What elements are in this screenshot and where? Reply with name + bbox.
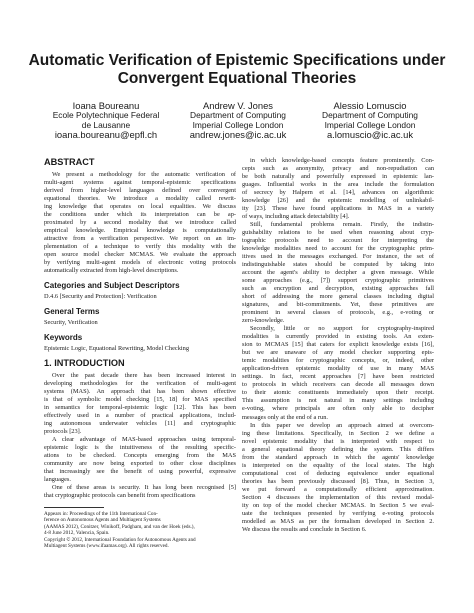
categories-heading: Categories and Subject Descriptors bbox=[44, 281, 180, 291]
text-line: ity on top of the model checker MCMAS. In Section 5 we eval- bbox=[242, 501, 434, 509]
text-line: knowledge [26] and the epistemic modelling of unlinkabil- bbox=[242, 197, 434, 205]
text-line: signatures, and bit-commitments. Yet, these primitives are bbox=[242, 301, 434, 309]
text-line: to protocols in which receivers can decode all messages down bbox=[242, 381, 434, 389]
text-line: that cryptographic protocols can benefit from specifications bbox=[44, 492, 196, 500]
general-terms-text: Security, Verification bbox=[44, 319, 98, 327]
text-line: tographic protocols need to account for interpreting the bbox=[242, 237, 434, 245]
footnote bbox=[44, 511, 236, 551]
right-column bbox=[242, 157, 434, 534]
author-affiliation: Department of Computing bbox=[322, 110, 418, 120]
paper-title bbox=[0, 52, 474, 88]
text-line: messages only at the end of a run. bbox=[242, 413, 328, 421]
author-name: Alessio Lomuscio bbox=[333, 100, 407, 111]
text-line: proximated by a second modality that we introduce called bbox=[44, 219, 236, 227]
text-line: sion to MCMAS [15] that caters for explicit knowledge exists [16], bbox=[242, 341, 434, 349]
text-line: in semantics for temporal-epistemic logic [12]. This has been bbox=[44, 404, 236, 412]
author-3 bbox=[304, 100, 436, 141]
text-line: indistinguishable states should be computed by taking into bbox=[242, 261, 434, 269]
text-line: modalities is currently provided in existing tools. An exten- bbox=[242, 333, 434, 341]
text-line: some approaches (e.g., [7]) support cryptographic primitives bbox=[242, 277, 434, 285]
right-paragraph-3 bbox=[242, 325, 434, 421]
right-paragraph-4 bbox=[242, 422, 434, 534]
text-line: of ways, including attack detectability [4]. bbox=[242, 213, 350, 221]
text-line: Section 4 discusses the implementation of this revised modal- bbox=[242, 493, 434, 501]
text-line: prominent in several classes of protocols, e.g., e-voting or bbox=[242, 309, 434, 317]
text-line: empirical knowledge. Empirical knowledge is computationally bbox=[44, 227, 236, 235]
text-line: account the agent's ability to decipher a given message. While bbox=[242, 269, 434, 277]
text-line: e-voting, where principals are often only able to decipher bbox=[242, 405, 434, 413]
footnote-line: (AAMAS 2012), Conitzer, Winikoff, Padgham, and van der Hoek (eds.), bbox=[44, 523, 195, 530]
footnote-line: Appears in: Proceedings of the 11th International Con- bbox=[44, 510, 158, 517]
text-line: epistemic logic is the intuitiveness of the resulting specific- bbox=[44, 444, 236, 452]
text-line: theories has been previously discussed [8]. Thus, in Section 3, bbox=[242, 477, 434, 485]
text-line: modelled as MAS as per the formalism developed in Section 2. bbox=[242, 517, 434, 525]
text-line: developing methodologies for the verification of multi-agent bbox=[44, 380, 236, 388]
footnote-line: ference on Autonomous Agents and Multiagent Systems bbox=[44, 517, 161, 524]
text-line: systems (MAS). An approach that has been shown effective bbox=[44, 388, 236, 396]
author-affiliation: Imperial College London bbox=[192, 119, 284, 130]
author-name: Andrew V. Jones bbox=[202, 100, 273, 111]
text-line: ations to be checked. Concepts emerging from the MAS bbox=[44, 452, 236, 460]
text-line: attractive from a verification perspective. We report on an im- bbox=[44, 235, 236, 243]
author-email: andrew.jones@ic.ac.uk bbox=[189, 129, 287, 141]
text-line: to their atomic constituents immediately upon their receipt. bbox=[242, 389, 434, 397]
introduction-heading: 1. INTRODUCTION bbox=[44, 358, 125, 369]
text-line: We present a methodology for the automatic verification of bbox=[52, 171, 236, 178]
text-line: plementation of a technique to verify this modality with the bbox=[44, 243, 236, 251]
author-1 bbox=[40, 100, 172, 141]
text-line: zero-knowledge. bbox=[242, 317, 285, 325]
text-line: effectively used in a number of practical applications, includ- bbox=[44, 412, 236, 420]
text-line: novel epistemic modality that is interpreted with respect to bbox=[242, 437, 434, 445]
author-name: Ioana Boureanu bbox=[72, 100, 140, 111]
text-line: open source model checker MCMAS. We evaluate the approach bbox=[44, 251, 236, 259]
text-line: the conditions under which its interpretation can be ap- bbox=[44, 211, 236, 219]
text-line: computational cost of deducing equivalence under equational bbox=[242, 469, 434, 477]
author-email: ioana.boureanu@epfl.ch bbox=[54, 129, 158, 141]
text-line: guages. Influential works in the area include the formulation bbox=[242, 181, 434, 189]
text-line: knowledge modalities need to account for the cryptographic prim- bbox=[242, 245, 434, 253]
text-line: community are now being exported to other close disciplines bbox=[44, 460, 236, 468]
text-line: cepts such as anonymity, privacy and non-repudiation can bbox=[242, 165, 434, 173]
author-affiliation: Department of Computing bbox=[190, 110, 286, 120]
author-2 bbox=[172, 100, 304, 141]
footnote-line: Multiagent Systems (www.ifaamas.org). All rights reserved. bbox=[44, 543, 169, 550]
footnote-rule bbox=[44, 507, 104, 508]
text-line: automatically extracted from high-level descriptions. bbox=[44, 267, 179, 275]
keywords-text: Epistemic Logic, Equational Rewriting, Model Checking bbox=[44, 345, 189, 353]
author-email: a.lomuscio@ic.ac.uk bbox=[326, 129, 414, 141]
text-line: A clear advantage of MAS-based approaches using temporal- bbox=[52, 436, 236, 444]
author-affiliation: de Lausanne bbox=[81, 119, 131, 130]
author-affiliation: Ecole Polytechnique Federal bbox=[52, 110, 160, 120]
text-line: uate the techniques presented by verifying e-voting protocols bbox=[242, 509, 434, 517]
text-line: be both naturally and powerfully expressed in epistemic lan- bbox=[242, 173, 434, 181]
categories-text: D.4.6 [Security and Protection]: Verification bbox=[44, 293, 157, 301]
text-line: languages. bbox=[44, 476, 71, 484]
text-line: guishability relations to be used when reasoning about cryp- bbox=[242, 229, 434, 237]
text-line: multi-agent systems against temporal-epistemic specifications bbox=[44, 179, 236, 187]
text-line: such as encryption and decryption, existing approaches fall bbox=[242, 285, 434, 293]
title-line: Convergent Equational Theories bbox=[117, 70, 357, 87]
text-line: application-driven epistemic modality of use in many MAS bbox=[242, 365, 434, 373]
text-line: of secrecy by Halpern et al. [14], advances on algorithmic bbox=[242, 189, 434, 197]
footnote-line: 4-8 June 2012, Valencia, Spain. bbox=[44, 530, 110, 537]
text-line: ing autonomous underwater vehicles [11] and cryptographic bbox=[44, 420, 236, 428]
keywords-heading: Keywords bbox=[44, 333, 83, 343]
author-affiliation: Imperial College London bbox=[324, 119, 416, 130]
text-line: by verifying multi-agent models of electronic voting protocols bbox=[44, 259, 236, 267]
intro-paragraph-3 bbox=[44, 484, 236, 500]
text-line: This assumption is not natural in many settings including bbox=[242, 397, 434, 405]
left-column bbox=[44, 154, 236, 550]
text-line: short of addressing the more general classes including digital bbox=[242, 293, 434, 301]
abstract-heading: ABSTRACT bbox=[44, 157, 95, 167]
intro-paragraph-1 bbox=[44, 372, 236, 436]
text-line: In this paper we develop an approach aimed at overcom- bbox=[250, 421, 434, 429]
text-line: ing these limitations. Specifically, in Section 2 we define a bbox=[242, 429, 434, 437]
text-line: protocols [23]. bbox=[44, 428, 82, 436]
text-line: but we are unaware of any model checker supporting epis- bbox=[242, 349, 434, 357]
text-line: is that of symbolic model checking [15, 18] for MAS specified bbox=[44, 396, 236, 404]
right-paragraph-1 bbox=[242, 157, 434, 221]
text-line: from the standard approach in which the agents' knowledge bbox=[242, 453, 434, 461]
text-line: ing knowledge that operates on local equalities. We discuss bbox=[44, 203, 236, 211]
text-line: settings. In fact, recent approaches [7] have been restricted bbox=[242, 373, 434, 381]
intro-paragraph-2 bbox=[44, 436, 236, 484]
text-line: One of these areas is security. It has long been recognised [5] bbox=[52, 484, 236, 492]
text-line: Secondly, little or no support for cryptography-inspired bbox=[250, 325, 434, 333]
text-line: itives used in the messages exchanged. For instance, the set of bbox=[242, 253, 434, 261]
text-line: We discuss the results and conclude in Section 6. bbox=[242, 525, 367, 533]
text-line: that increasingly see the benefit of using powerful, expressive bbox=[44, 468, 236, 476]
abstract-body bbox=[44, 171, 236, 275]
author-block bbox=[0, 100, 474, 144]
title-line: Automatic Verification of Epistemic Specifications under bbox=[28, 52, 446, 69]
text-line: in which knowledge-based concepts feature prominently. Con- bbox=[250, 157, 434, 164]
text-line: Still, fundamental problems remain. Firstly, the indistin- bbox=[250, 221, 434, 229]
text-line: derived from higher-level languages defined over convergent bbox=[44, 187, 236, 195]
text-line: a general equational theory defining the system. This differs bbox=[242, 445, 434, 453]
text-line: is interpreted on the equality of the local states. The high bbox=[242, 461, 434, 469]
text-line: Over the past decade there has been increased interest in bbox=[52, 372, 236, 380]
footnote-line: Copyright © 2012, International Foundation for Autonomous Agents and bbox=[44, 536, 196, 543]
text-line: temic modalities for cryptographic concepts, or, indeed, other bbox=[242, 357, 434, 365]
right-paragraph-2 bbox=[242, 221, 434, 325]
text-line: equational theories. We introduce a modality called rewrit- bbox=[44, 195, 236, 203]
text-line: ity [23]. These have found applications in MAS in a variety bbox=[242, 205, 434, 213]
text-line: we put forward a computationally efficient approximation. bbox=[242, 485, 434, 493]
general-terms-heading: General Terms bbox=[44, 307, 100, 317]
